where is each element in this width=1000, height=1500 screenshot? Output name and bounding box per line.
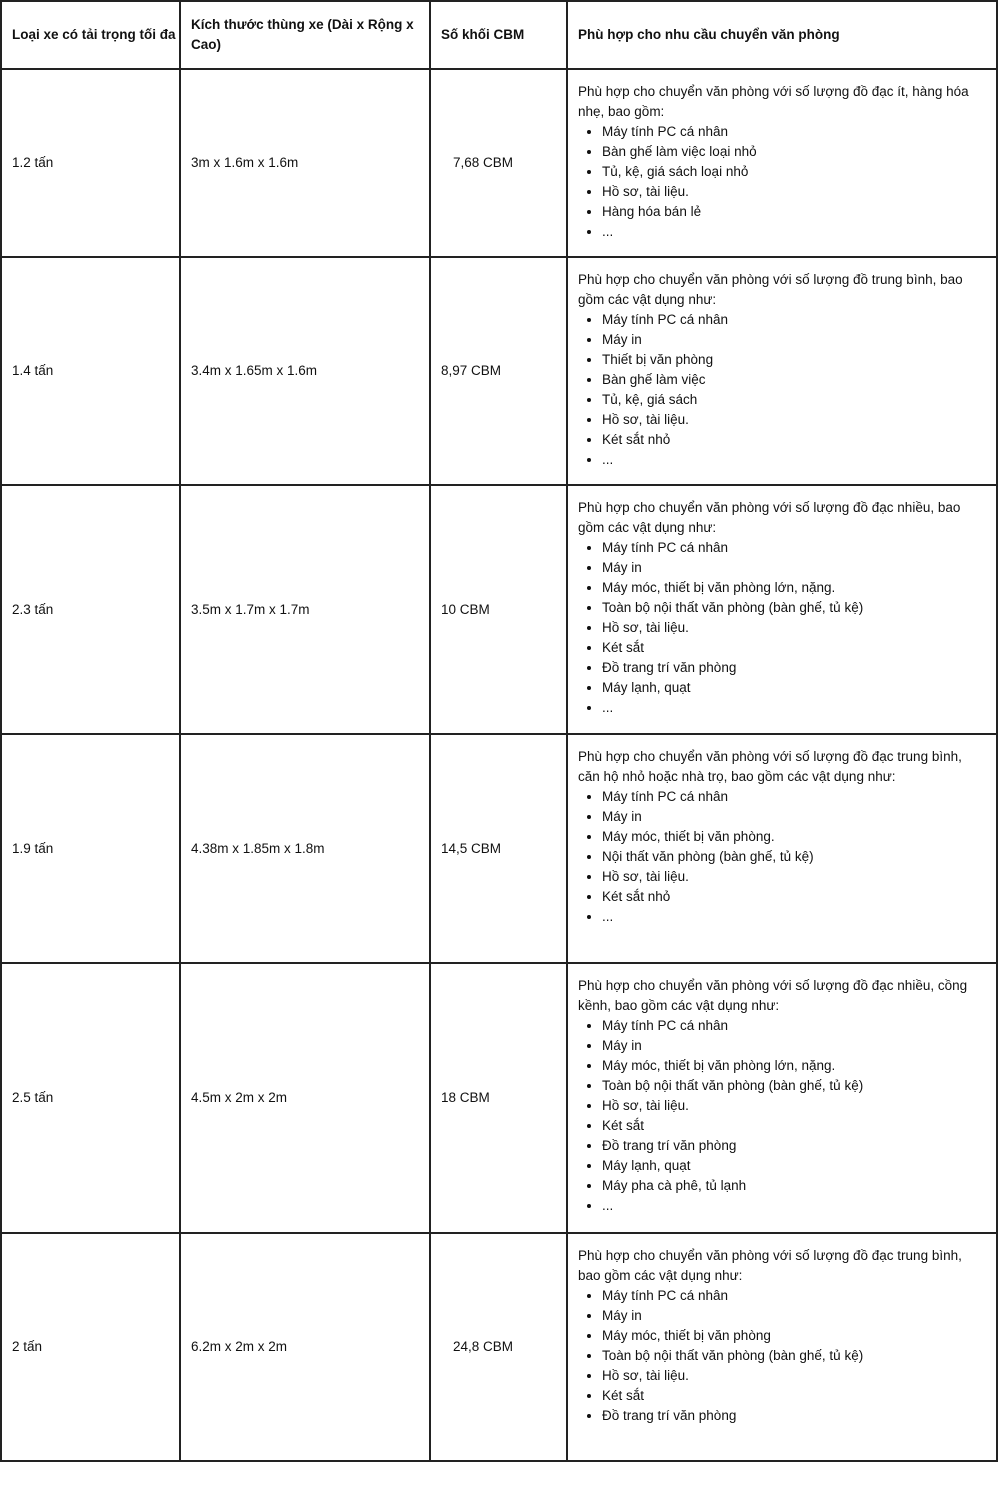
list-item: • Nội thất văn phòng (bàn ghế, tủ kệ) xyxy=(602,847,982,867)
suitability-cell xyxy=(567,485,997,734)
header-cbm: Số khối CBM xyxy=(430,1,567,69)
size-cell: 3m x 1.6m x 1.6m xyxy=(180,69,430,257)
table-row xyxy=(1,485,997,734)
table-row xyxy=(1,1233,997,1461)
list-item: • Máy tính PC cá nhân xyxy=(602,1016,982,1036)
list-item: • Hồ sơ, tài liệu. xyxy=(602,1096,982,1116)
list-item: • Toàn bộ nội thất văn phòng (bàn ghế, tủ kệ) xyxy=(602,1346,982,1366)
list-item: • Hồ sơ, tài liệu. xyxy=(602,182,982,202)
list-item: • Đồ trang trí văn phòng xyxy=(602,1406,982,1426)
suitability-cell xyxy=(567,1233,997,1461)
list-item: • Đồ trang trí văn phòng xyxy=(602,1136,982,1156)
list-item: • Hồ sơ, tài liệu. xyxy=(602,867,982,887)
suitability-intro: Phù hợp cho chuyển văn phòng với số lượng đồ đạc trung bình, căn hộ nhỏ hoặc nhà trọ, bao gồm các vật dụng như: xyxy=(578,749,962,784)
suitability-intro: Phù hợp cho chuyển văn phòng với số lượng đồ đạc nhiều, cồng kềnh, bao gồm các vật dụng như: xyxy=(578,978,968,1013)
list-item: • Hồ sơ, tài liệu. xyxy=(602,618,982,638)
list-item: • Tủ, kệ, giá sách loại nhỏ xyxy=(602,162,982,182)
list-item: • Máy pha cà phê, tủ lạnh xyxy=(602,1176,982,1196)
list-item: • Máy in xyxy=(602,1306,982,1326)
list-item: • Toàn bộ nội thất văn phòng (bàn ghế, tủ kệ) xyxy=(602,1076,982,1096)
suitability-cell xyxy=(567,734,997,963)
item-list xyxy=(578,1286,982,1426)
list-item: • Máy tính PC cá nhân xyxy=(602,1286,982,1306)
load-cell: 1.9 tấn xyxy=(1,734,180,963)
list-item: • Máy móc, thiết bị văn phòng. xyxy=(602,827,982,847)
size-cell: 6.2m x 2m x 2m xyxy=(180,1233,430,1461)
item-list xyxy=(578,1016,982,1216)
list-item: • Két sắt xyxy=(602,1116,982,1136)
size-cell: 3.5m x 1.7m x 1.7m xyxy=(180,485,430,734)
list-item: • Hàng hóa bán lẻ xyxy=(602,202,982,222)
list-item: • Máy in xyxy=(602,558,982,578)
item-list xyxy=(578,538,982,718)
suitability-cell xyxy=(567,257,997,485)
list-item: • Máy móc, thiết bị văn phòng lớn, nặng. xyxy=(602,578,982,598)
list-item: • Bàn ghế làm việc xyxy=(602,370,982,390)
suitability-intro: Phù hợp cho chuyển văn phòng với số lượng đồ đạc ít, hàng hóa nhẹ, bao gồm: xyxy=(578,84,969,119)
cbm-cell: 18 CBM xyxy=(430,963,567,1233)
list-item: • Máy tính PC cá nhân xyxy=(602,122,982,142)
list-item: • Toàn bộ nội thất văn phòng (bàn ghế, tủ kệ) xyxy=(602,598,982,618)
list-item: • Thiết bị văn phòng xyxy=(602,350,982,370)
list-item: • ... xyxy=(602,907,982,927)
table-row xyxy=(1,257,997,485)
size-cell: 4.5m x 2m x 2m xyxy=(180,963,430,1233)
item-list xyxy=(578,122,982,242)
list-item: • ... xyxy=(602,698,982,718)
header-row xyxy=(1,1,997,69)
list-item: • Máy lạnh, quạt xyxy=(602,1156,982,1176)
load-cell: 2.3 tấn xyxy=(1,485,180,734)
list-item: • Máy tính PC cá nhân xyxy=(602,538,982,558)
cbm-cell: 8,97 CBM xyxy=(430,257,567,485)
size-cell: 3.4m x 1.65m x 1.6m xyxy=(180,257,430,485)
header-load: Loại xe có tải trọng tối đa xyxy=(1,1,180,69)
suitability-intro: Phù hợp cho chuyển văn phòng với số lượng đồ đạc nhiều, bao gồm các vật dụng như: xyxy=(578,500,961,535)
list-item: • ... xyxy=(602,1196,982,1216)
list-item: • Két sắt xyxy=(602,638,982,658)
list-item: • Máy tính PC cá nhân xyxy=(602,310,982,330)
header-suitability: Phù hợp cho nhu cầu chuyển văn phòng xyxy=(567,1,997,69)
list-item: • Tủ, kệ, giá sách xyxy=(602,390,982,410)
cbm-cell: 14,5 CBM xyxy=(430,734,567,963)
item-list xyxy=(578,787,982,927)
load-cell: 2.5 tấn xyxy=(1,963,180,1233)
list-item: • Két sắt nhỏ xyxy=(602,887,982,907)
cbm-cell: 24,8 CBM xyxy=(430,1233,567,1461)
list-item: • Máy tính PC cá nhân xyxy=(602,787,982,807)
list-item: • Máy móc, thiết bị văn phòng xyxy=(602,1326,982,1346)
list-item: • Máy in xyxy=(602,1036,982,1056)
suitability-cell xyxy=(567,963,997,1233)
load-cell: 2 tấn xyxy=(1,1233,180,1461)
size-cell: 4.38m x 1.85m x 1.8m xyxy=(180,734,430,963)
list-item: • Bàn ghế làm việc loại nhỏ xyxy=(602,142,982,162)
header-size: Kích thước thùng xe (Dài x Rộng x Cao) xyxy=(180,1,430,69)
load-cell: 1.2 tấn xyxy=(1,69,180,257)
table-row xyxy=(1,734,997,963)
list-item: • Máy lạnh, quạt xyxy=(602,678,982,698)
list-item: • Đồ trang trí văn phòng xyxy=(602,658,982,678)
suitability-intro: Phù hợp cho chuyển văn phòng với số lượng đồ trung bình, bao gồm các vật dụng như: xyxy=(578,272,963,307)
list-item: • Máy in xyxy=(602,807,982,827)
load-cell: 1.4 tấn xyxy=(1,257,180,485)
suitability-intro: Phù hợp cho chuyển văn phòng với số lượng đồ đạc trung bình, bao gồm các vật dụng như: xyxy=(578,1248,962,1283)
list-item: • Máy in xyxy=(602,330,982,350)
list-item: • ... xyxy=(602,222,982,242)
table-row xyxy=(1,69,997,257)
suitability-cell xyxy=(567,69,997,257)
list-item: • Két sắt xyxy=(602,1386,982,1406)
table-row xyxy=(1,963,997,1233)
cbm-cell: 7,68 CBM xyxy=(430,69,567,257)
cbm-cell: 10 CBM xyxy=(430,485,567,734)
list-item: • ... xyxy=(602,450,982,470)
item-list xyxy=(578,310,982,470)
list-item: • Két sắt nhỏ xyxy=(602,430,982,450)
list-item: • Máy móc, thiết bị văn phòng lớn, nặng. xyxy=(602,1056,982,1076)
list-item: • Hồ sơ, tài liệu. xyxy=(602,1366,982,1386)
list-item: • Hồ sơ, tài liệu. xyxy=(602,410,982,430)
